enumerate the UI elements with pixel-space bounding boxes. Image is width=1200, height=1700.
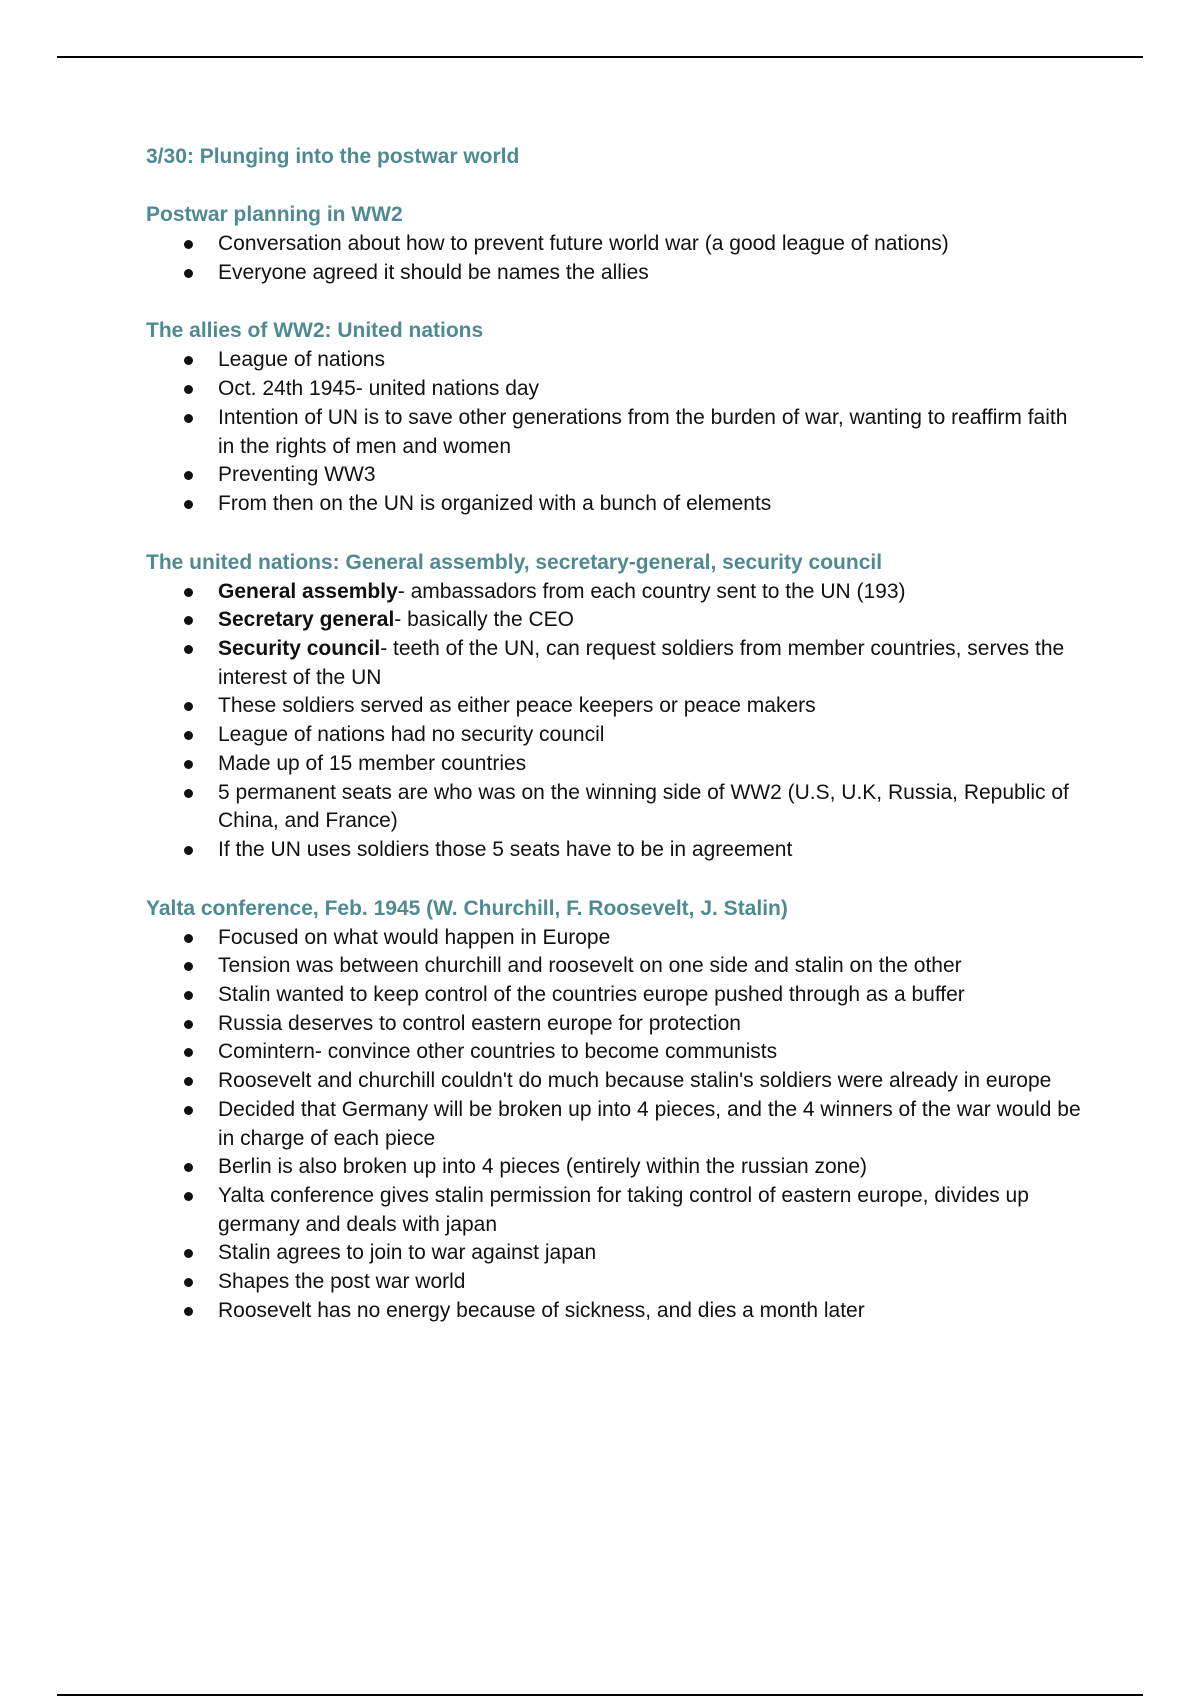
bullet-dot-icon xyxy=(184,385,193,394)
bullet-item xyxy=(146,1182,1086,1239)
bullet-dot-icon xyxy=(184,934,193,943)
bullet-text: These soldiers served as either peace keepers or peace makers xyxy=(218,694,816,718)
document-body xyxy=(146,142,1086,1355)
bullet-item xyxy=(146,779,1086,836)
bullet-item xyxy=(146,490,1086,519)
bullet-item xyxy=(146,1038,1086,1067)
bullet-item xyxy=(146,1268,1086,1297)
bullet-dot-icon xyxy=(184,962,193,971)
bullet-dot-icon xyxy=(184,500,193,509)
bullet-item xyxy=(146,1067,1086,1096)
bullet-text: Everyone agreed it should be names the allies xyxy=(218,260,649,284)
section xyxy=(146,548,1086,865)
bullet-dot-icon xyxy=(184,760,193,769)
bullet-item xyxy=(146,1096,1086,1153)
bullet-item xyxy=(146,1239,1086,1268)
bullet-text: Stalin agrees to join to war against japan xyxy=(218,1241,597,1265)
bullet-dot-icon xyxy=(184,269,193,278)
bullet-dot-icon xyxy=(184,240,193,249)
bullet-text: Tension was between churchill and roosevelt on one side and stalin on the other xyxy=(218,954,962,978)
bullet-dot-icon xyxy=(184,1192,193,1201)
bullet-text: League of nations xyxy=(218,348,385,372)
bullet-dot-icon xyxy=(184,1106,193,1115)
section-heading: The united nations: General assembly, secretary-general, security council xyxy=(146,550,883,574)
bullet-text: Comintern- convince other countries to become communists xyxy=(218,1040,778,1064)
bullet-text: Berlin is also broken up into 4 pieces (entirely within the russian zone) xyxy=(218,1155,868,1179)
bullet-dot-icon xyxy=(184,588,193,597)
bullet-item xyxy=(146,635,1086,692)
bullet-dot-icon xyxy=(184,1163,193,1172)
bullet-text: - teeth of the UN, can request soldiers from member countries, serves the interest of the UN xyxy=(218,637,1065,689)
section xyxy=(146,200,1086,287)
bullet-list xyxy=(146,346,1086,518)
section xyxy=(146,316,1086,518)
bullet-list xyxy=(146,578,1086,865)
bullet-item xyxy=(146,230,1086,259)
bullet-dot-icon xyxy=(184,645,193,654)
bullet-text: Stalin wanted to keep control of the countries europe pushed through as a buffer xyxy=(218,983,965,1007)
bullet-text: Oct. 24th 1945- united nations day xyxy=(218,377,540,401)
bullet-dot-icon xyxy=(184,356,193,365)
bullet-text: Made up of 15 member countries xyxy=(218,751,527,775)
bullet-text: 5 permanent seats are who was on the winning side of WW2 (U.S, U.K, Russia, Republic of China, and France) xyxy=(218,780,1069,833)
bullet-text: Shapes the post war world xyxy=(218,1270,466,1294)
bullet-list xyxy=(146,924,1086,1326)
top-rule xyxy=(57,56,1143,58)
bullet-item xyxy=(146,375,1086,404)
bullet-text: Preventing WW3 xyxy=(218,463,376,487)
bullet-text: Roosevelt and churchill couldn't do much because stalin's soldiers were already in europe xyxy=(218,1069,1052,1093)
bullet-text: Conversation about how to prevent future world war (a good league of nations) xyxy=(218,232,949,255)
bullet-text: - basically the CEO xyxy=(394,608,575,632)
bullet-text: Decided that Germany will be broken up into 4 pieces, and the 4 winners of the war would be in charge of each piece xyxy=(218,1097,1081,1150)
bullet-dot-icon xyxy=(184,991,193,1000)
bullet-dot-icon xyxy=(184,1077,193,1086)
section-heading: Yalta conference, Feb. 1945 (W. Churchill, F. Roosevelt, J. Stalin) xyxy=(146,896,788,920)
bullet-dot-icon xyxy=(184,1249,193,1258)
bullet-term: Secretary general xyxy=(218,608,395,632)
section-heading: The allies of WW2: United nations xyxy=(146,319,484,343)
bullet-item xyxy=(146,981,1086,1010)
bullet-item xyxy=(146,461,1086,490)
bullet-dot-icon xyxy=(184,702,193,711)
bullet-item xyxy=(146,578,1086,607)
bullet-text: League of nations had no security council xyxy=(218,723,605,747)
bullet-item xyxy=(146,924,1086,953)
bullet-text: Focused on what would happen in Europe xyxy=(218,925,611,949)
bullet-item xyxy=(146,1010,1086,1039)
bullet-text: - ambassadors from each country sent to the UN (193) xyxy=(397,579,906,603)
bullet-dot-icon xyxy=(184,414,193,423)
bullet-text: Intention of UN is to save other generations from the burden of war, wanting to reaffirm faith in the rights of men and women xyxy=(218,405,1068,458)
bullet-text: Yalta conference gives stalin permission for taking control of eastern europe, divides up germany and deals with japan xyxy=(218,1183,1029,1236)
bullet-item xyxy=(146,692,1086,721)
bullet-dot-icon xyxy=(184,789,193,798)
bullet-item xyxy=(146,1153,1086,1182)
bullet-list xyxy=(146,230,1086,287)
bullet-text: Russia deserves to control eastern europe for protection xyxy=(218,1011,741,1035)
bullet-text: If the UN uses soldiers those 5 seats have to be in agreement xyxy=(218,837,793,861)
bottom-rule xyxy=(57,1694,1143,1696)
bullet-term: General assembly xyxy=(218,579,398,603)
bullet-dot-icon xyxy=(184,1048,193,1057)
bullet-dot-icon xyxy=(184,1020,193,1029)
bullet-item xyxy=(146,259,1086,288)
section-heading: Postwar planning in WW2 xyxy=(146,203,403,226)
bullet-dot-icon xyxy=(184,1278,193,1287)
bullet-term: Security council xyxy=(218,637,381,661)
bullet-item xyxy=(146,750,1086,779)
bullet-text: Roosevelt has no energy because of sickness, and dies a month later xyxy=(218,1298,865,1322)
bullet-item xyxy=(146,606,1086,635)
sections-container xyxy=(146,200,1086,1326)
bullet-dot-icon xyxy=(184,846,193,855)
bullet-item xyxy=(146,1297,1086,1326)
bullet-dot-icon xyxy=(184,471,193,480)
bullet-dot-icon xyxy=(184,731,193,740)
bullet-item xyxy=(146,404,1086,461)
bullet-item xyxy=(146,836,1086,865)
bullet-dot-icon xyxy=(184,616,193,625)
bullet-dot-icon xyxy=(184,1307,193,1316)
bullet-text: From then on the UN is organized with a bunch of elements xyxy=(218,491,772,515)
section xyxy=(146,894,1086,1326)
document-title: 3/30: Plunging into the postwar world xyxy=(146,145,520,168)
bullet-item xyxy=(146,952,1086,981)
bullet-item xyxy=(146,346,1086,375)
bullet-item xyxy=(146,721,1086,750)
